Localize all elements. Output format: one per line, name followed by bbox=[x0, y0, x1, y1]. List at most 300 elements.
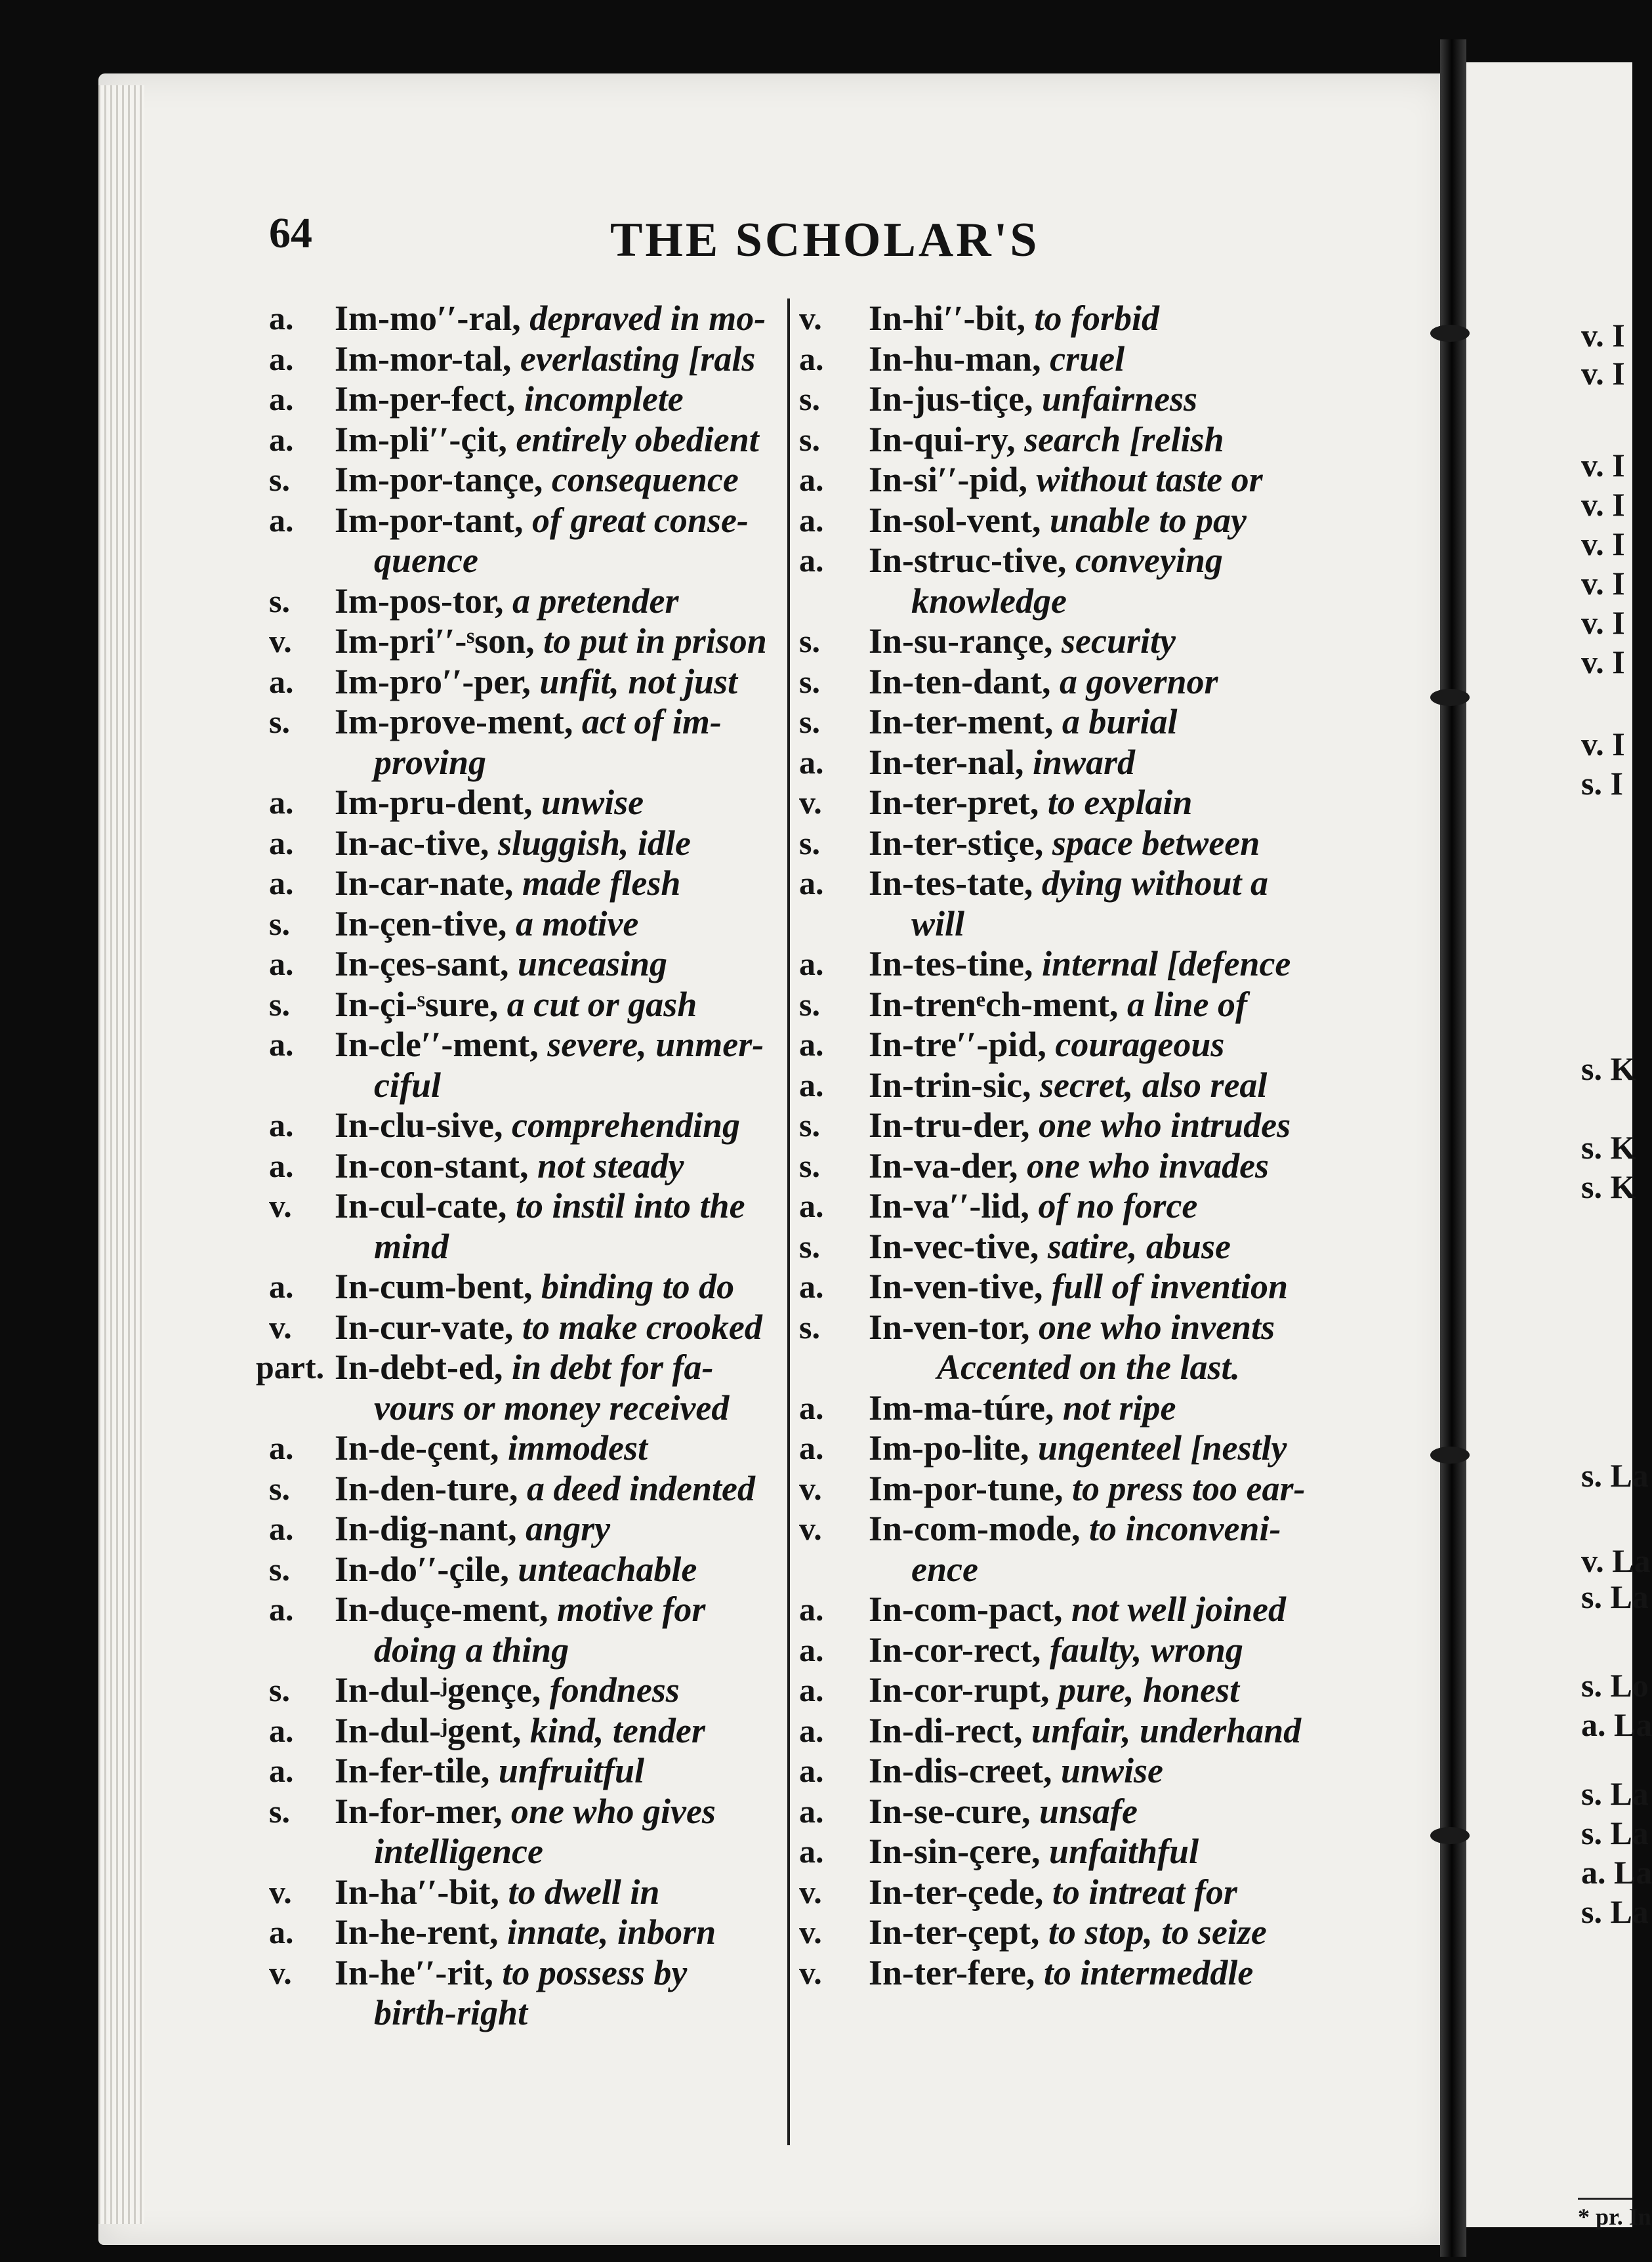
headword: In-di-rect, bbox=[869, 1710, 1031, 1750]
part-of-speech: v. bbox=[269, 1954, 292, 1991]
part-of-speech: a. bbox=[269, 1026, 294, 1063]
dictionary-entry bbox=[790, 420, 1348, 461]
headword: In-de-çent, bbox=[335, 1428, 508, 1468]
dictionary-entry bbox=[790, 1307, 1348, 1348]
headword: In-ven-tor, bbox=[869, 1307, 1039, 1347]
entry-continuation bbox=[269, 541, 787, 581]
part-of-speech: a. bbox=[799, 340, 824, 377]
dictionary-entry bbox=[269, 1469, 787, 1510]
part-of-speech: a. bbox=[269, 824, 294, 861]
facing-fragment: v. I bbox=[1581, 486, 1625, 523]
column-right bbox=[787, 298, 1348, 2145]
part-of-speech: v. bbox=[799, 1873, 822, 1910]
headword: In-cor-rect, bbox=[869, 1630, 1050, 1670]
dictionary-entry bbox=[790, 702, 1348, 743]
part-of-speech: a. bbox=[269, 1268, 294, 1305]
entry-definition: dying without a bbox=[1041, 863, 1269, 903]
part-of-speech: s. bbox=[799, 703, 820, 740]
entry-definition: ciful bbox=[374, 1065, 441, 1105]
part-of-speech: s. bbox=[269, 461, 290, 498]
part-of-speech: a. bbox=[799, 1268, 824, 1305]
entry-continuation bbox=[269, 743, 787, 783]
part-of-speech: a. bbox=[799, 1389, 824, 1426]
entry-definition: courageous bbox=[1055, 1025, 1225, 1064]
facing-fragment: s. K bbox=[1581, 1168, 1636, 1205]
part-of-speech: a. bbox=[799, 1026, 824, 1063]
dictionary-entry bbox=[790, 1186, 1348, 1227]
part-of-speech: v. bbox=[799, 300, 822, 337]
entry-continuation bbox=[790, 1550, 1348, 1590]
part-of-speech: a. bbox=[799, 1591, 824, 1628]
headword: Im-pro′′-per, bbox=[335, 661, 540, 701]
facing-fragment: v. I bbox=[1581, 644, 1625, 680]
entry-definition: unwise bbox=[1060, 1751, 1164, 1790]
dictionary-entry bbox=[790, 1630, 1348, 1671]
entry-definition: a governor bbox=[1060, 661, 1218, 701]
entry-definition: to put in prison bbox=[543, 621, 767, 661]
headword: Im-pri′′-ˢson, bbox=[335, 621, 544, 661]
entry-definition: intelligence bbox=[374, 1832, 543, 1871]
entry-definition: quence bbox=[374, 541, 478, 580]
part-of-speech: v. bbox=[269, 1308, 292, 1346]
part-of-speech: s. bbox=[799, 623, 820, 659]
dictionary-entry bbox=[790, 863, 1348, 904]
dictionary-entry bbox=[790, 944, 1348, 985]
entry-definition: immodest bbox=[507, 1428, 648, 1468]
part-of-speech: a. bbox=[269, 340, 294, 377]
part-of-speech: a. bbox=[269, 1107, 294, 1143]
entry-definition: secret, also real bbox=[1039, 1065, 1268, 1105]
entry-definition: a deed indented bbox=[527, 1468, 755, 1508]
entry-definition: one who gives bbox=[510, 1791, 716, 1831]
dictionary-entry bbox=[790, 1025, 1348, 1065]
headword: Im-ma-túre, bbox=[869, 1388, 1063, 1428]
headword: In-ter-çede, bbox=[869, 1872, 1052, 1912]
binding-clasp bbox=[1430, 1827, 1470, 1844]
dictionary-entry bbox=[790, 460, 1348, 501]
part-of-speech: s. bbox=[799, 380, 820, 417]
part-of-speech: a. bbox=[799, 542, 824, 579]
entry-definition: knowledge bbox=[911, 581, 1067, 621]
headword: In-clu-sive, bbox=[335, 1105, 512, 1145]
headword: Im-pli′′-çit, bbox=[335, 419, 516, 459]
dictionary-entry bbox=[269, 1670, 787, 1711]
facing-page-fragments bbox=[1581, 0, 1652, 2262]
dictionary-entry bbox=[790, 743, 1348, 783]
facing-fragment: v. I bbox=[1581, 604, 1625, 641]
dictionary-entry bbox=[269, 1711, 787, 1752]
headword: In-va′′-lid, bbox=[869, 1186, 1039, 1225]
headword: Im-pru-dent, bbox=[335, 783, 542, 822]
facing-fragment: s. I bbox=[1581, 765, 1623, 802]
dictionary-entry bbox=[269, 1872, 787, 1913]
entry-definition: comprehending bbox=[512, 1105, 741, 1145]
part-of-speech: s. bbox=[269, 1792, 290, 1830]
facing-fragment: s. Lo bbox=[1581, 1667, 1649, 1704]
part-of-speech: a. bbox=[799, 1187, 824, 1224]
headword: In-qui-ry, bbox=[869, 419, 1025, 459]
entry-definition: a line of bbox=[1126, 984, 1247, 1024]
entry-definition: of great conse- bbox=[531, 500, 749, 540]
headword: In-ter-ment, bbox=[869, 702, 1062, 741]
dictionary-entry bbox=[790, 1428, 1348, 1469]
dictionary-entry bbox=[790, 1105, 1348, 1146]
entry-definition: satire, abuse bbox=[1047, 1226, 1231, 1266]
dictionary-entry bbox=[790, 985, 1348, 1025]
headword: In-tru-der, bbox=[869, 1105, 1039, 1145]
part-of-speech: s. bbox=[269, 1550, 290, 1588]
part-of-speech: a. bbox=[799, 461, 824, 498]
entry-definition: to inconveni- bbox=[1088, 1509, 1281, 1548]
entry-definition: mind bbox=[374, 1226, 449, 1266]
dictionary-entry bbox=[790, 1388, 1348, 1429]
headword: In-cul-cate, bbox=[335, 1186, 516, 1225]
dictionary-entry bbox=[790, 1912, 1348, 1953]
part-of-speech: a. bbox=[799, 743, 824, 781]
dictionary-entry bbox=[269, 1509, 787, 1550]
part-of-speech: s. bbox=[799, 421, 820, 458]
dictionary-entry bbox=[269, 420, 787, 461]
dictionary-entry bbox=[269, 702, 787, 743]
entry-definition: a burial bbox=[1062, 702, 1178, 741]
headword: In-trenᵉch-ment, bbox=[869, 984, 1127, 1024]
dictionary-entry bbox=[269, 1550, 787, 1590]
dictionary-entry bbox=[269, 1105, 787, 1146]
part-of-speech: a. bbox=[269, 945, 294, 982]
part-of-speech: a. bbox=[799, 1792, 824, 1830]
part-of-speech: s. bbox=[269, 985, 290, 1023]
binding-clasp bbox=[1430, 689, 1470, 706]
dictionary-entry bbox=[790, 823, 1348, 864]
dictionary-entry bbox=[790, 1065, 1348, 1106]
facing-fragment: v. I bbox=[1581, 355, 1625, 392]
entry-definition: in debt for fa- bbox=[512, 1347, 714, 1387]
entry-definition: depraved in mo- bbox=[529, 298, 766, 338]
entry-definition: ence bbox=[911, 1549, 978, 1589]
part-of-speech: v. bbox=[269, 1187, 292, 1224]
part-of-speech: a. bbox=[799, 945, 824, 982]
headword: In-cor-rupt, bbox=[869, 1670, 1058, 1710]
entry-definition: to intermeddle bbox=[1043, 1952, 1254, 1992]
dictionary-entry bbox=[269, 1751, 787, 1792]
headword: In-for-mer, bbox=[335, 1791, 511, 1831]
entry-definition: to intreat for bbox=[1052, 1872, 1237, 1912]
dictionary-entry bbox=[790, 501, 1348, 541]
dictionary-entry bbox=[269, 1267, 787, 1307]
entry-definition: to stop, to seize bbox=[1048, 1912, 1267, 1952]
dictionary-entry bbox=[790, 1953, 1348, 1994]
dictionary-entry bbox=[269, 783, 787, 823]
dictionary-entry bbox=[790, 1590, 1348, 1630]
headword: In-ha′′-bit, bbox=[335, 1872, 508, 1912]
entry-continuation bbox=[269, 1993, 787, 2034]
part-of-speech: a. bbox=[269, 501, 294, 539]
entry-definition: cruel bbox=[1050, 339, 1125, 379]
headword: In-he-rent, bbox=[335, 1912, 507, 1952]
headword: In-sin-çere, bbox=[869, 1832, 1049, 1871]
part-of-speech: a. bbox=[799, 1752, 824, 1789]
facing-fragment: v. I bbox=[1581, 726, 1625, 762]
part-of-speech: a. bbox=[799, 501, 824, 539]
column-left bbox=[256, 298, 787, 2034]
part-of-speech: s. bbox=[269, 582, 290, 619]
entry-definition: severe, unmer- bbox=[547, 1025, 764, 1064]
entry-definition: unteachable bbox=[518, 1549, 697, 1589]
entry-definition: will bbox=[911, 903, 965, 943]
part-of-speech: a. bbox=[269, 380, 294, 417]
binding-clasp bbox=[1430, 1447, 1470, 1464]
page-edges bbox=[98, 85, 144, 2224]
dictionary-entry bbox=[269, 1307, 787, 1348]
part-of-speech: a. bbox=[269, 1752, 294, 1789]
part-of-speech: s. bbox=[269, 905, 290, 942]
headword: In-dis-creet, bbox=[869, 1751, 1061, 1790]
entry-definition: angry bbox=[526, 1509, 611, 1548]
headword: In-com-pact, bbox=[869, 1590, 1071, 1629]
binding-clasp bbox=[1430, 325, 1470, 342]
headword: In-çes-sant, bbox=[335, 944, 518, 983]
page-header bbox=[269, 209, 1384, 281]
footnote: * pr. In bbox=[1578, 2204, 1651, 2230]
entry-definition: a cut or gash bbox=[506, 984, 697, 1024]
dictionary-entry bbox=[269, 1912, 787, 1953]
entry-definition: proving bbox=[374, 742, 487, 782]
part-of-speech: s. bbox=[799, 1147, 820, 1184]
dictionary-entry bbox=[790, 1146, 1348, 1187]
dictionary-entry bbox=[269, 501, 787, 541]
entry-definition: binding to do bbox=[541, 1267, 735, 1306]
headword: In-con-stant, bbox=[335, 1145, 538, 1185]
entry-definition: act of im- bbox=[581, 702, 722, 741]
part-of-speech: s. bbox=[269, 1672, 290, 1708]
part-of-speech: v. bbox=[799, 1510, 822, 1547]
entry-definition: unfit, not just bbox=[539, 661, 738, 701]
dictionary-entry bbox=[256, 1347, 787, 1388]
headword: In-he′′-rit, bbox=[335, 1952, 503, 1992]
dictionary-entry bbox=[269, 1025, 787, 1065]
dictionary-entry bbox=[790, 1872, 1348, 1913]
entry-definition: unfaithful bbox=[1048, 1832, 1199, 1871]
headword: In-vec-tive, bbox=[869, 1226, 1048, 1266]
entry-continuation bbox=[790, 904, 1348, 945]
dictionary-entry bbox=[269, 1146, 787, 1187]
part-of-speech: a. bbox=[799, 1672, 824, 1708]
facing-fragment: v. I bbox=[1581, 565, 1625, 602]
facing-fragment: v. I bbox=[1581, 447, 1625, 483]
headword: In-ter-fere, bbox=[869, 1952, 1044, 1992]
headword: In-tes-tate, bbox=[869, 863, 1042, 903]
facing-fragment: a. La bbox=[1581, 1706, 1652, 1743]
entry-definition: one who intrudes bbox=[1039, 1105, 1291, 1145]
part-of-speech: a. bbox=[269, 1429, 294, 1466]
dictionary-entry bbox=[269, 944, 787, 985]
entry-definition: unceasing bbox=[518, 944, 668, 983]
dictionary-entry bbox=[269, 904, 787, 945]
headword: In-dig-nant, bbox=[335, 1509, 526, 1548]
entry-definition: motive for bbox=[556, 1590, 706, 1629]
part-of-speech: a. bbox=[269, 1147, 294, 1184]
running-title: THE SCHOLAR'S bbox=[610, 213, 1040, 267]
dictionary-entry bbox=[269, 1186, 787, 1227]
section-heading: Accented on the last. bbox=[937, 1347, 1240, 1387]
entry-definition: one who invades bbox=[1027, 1145, 1270, 1185]
dictionary-entry bbox=[790, 379, 1348, 420]
facing-fragment: s. La bbox=[1581, 1457, 1649, 1494]
part-of-speech: a. bbox=[799, 1429, 824, 1466]
headword: In-hi′′-bit, bbox=[869, 298, 1035, 338]
headword: Im-prove-ment, bbox=[335, 702, 582, 741]
entry-definition: kind, tender bbox=[529, 1710, 705, 1750]
entry-definition: consequence bbox=[551, 460, 739, 499]
headword: In-car-nate, bbox=[335, 863, 522, 903]
entry-definition: made flesh bbox=[522, 863, 681, 903]
entry-definition: not well joined bbox=[1071, 1590, 1286, 1629]
headword: In-tre′′-pid, bbox=[869, 1025, 1056, 1064]
part-of-speech: v. bbox=[269, 1873, 292, 1910]
entry-definition: unsafe bbox=[1039, 1791, 1138, 1831]
facing-fragment: v. La bbox=[1581, 1542, 1651, 1579]
part-of-speech: s. bbox=[799, 1308, 820, 1346]
headword: Im-por-tançe, bbox=[335, 460, 552, 499]
headword: In-ter-nal, bbox=[869, 742, 1033, 782]
part-of-speech: a. bbox=[269, 300, 294, 337]
part-of-speech: s. bbox=[799, 663, 820, 700]
headword: In-dul-ʲgent, bbox=[335, 1710, 530, 1750]
facing-fragment: s. La bbox=[1581, 1775, 1649, 1812]
headword: Im-por-tune, bbox=[869, 1468, 1072, 1508]
part-of-speech: a. bbox=[269, 784, 294, 821]
entry-continuation bbox=[269, 1630, 787, 1671]
part-of-speech: v. bbox=[799, 1954, 822, 1991]
headword: In-do′′-çile, bbox=[335, 1549, 518, 1589]
part-of-speech: part. bbox=[256, 1349, 325, 1386]
entry-definition: internal [defence bbox=[1041, 944, 1291, 983]
entry-definition: ungenteel [nestly bbox=[1037, 1428, 1287, 1468]
dictionary-entry bbox=[790, 1670, 1348, 1711]
headword: In-cle′′-ment, bbox=[335, 1025, 548, 1064]
dictionary-entry bbox=[790, 1792, 1348, 1832]
entry-definition: birth-right bbox=[374, 1993, 528, 2032]
headword: In-ter-stiçe, bbox=[869, 823, 1052, 863]
dictionary-entry bbox=[269, 1590, 787, 1630]
dictionary-entry bbox=[790, 1832, 1348, 1872]
facing-fragment: a. La bbox=[1581, 1854, 1652, 1891]
part-of-speech: a. bbox=[269, 1914, 294, 1950]
entry-definition: search [relish bbox=[1024, 419, 1224, 459]
headword: Im-po-lite, bbox=[869, 1428, 1038, 1468]
headword: Im-mo′′-ral, bbox=[335, 298, 530, 338]
entry-definition: space between bbox=[1052, 823, 1260, 863]
dictionary-entry bbox=[790, 1267, 1348, 1307]
part-of-speech: a. bbox=[269, 663, 294, 700]
facing-fragment: s. K bbox=[1581, 1129, 1636, 1166]
dictionary-entry bbox=[269, 823, 787, 864]
headword: In-cum-bent, bbox=[335, 1267, 542, 1306]
dictionary-entry bbox=[269, 662, 787, 703]
entry-definition: to possess by bbox=[502, 1952, 688, 1992]
dictionary-entry bbox=[790, 1711, 1348, 1752]
dictionary-entry bbox=[790, 298, 1348, 339]
dictionary-entry bbox=[790, 662, 1348, 703]
entry-definition: of no force bbox=[1038, 1186, 1198, 1225]
headword: In-trin-sic, bbox=[869, 1065, 1040, 1105]
entry-definition: unfair, underhand bbox=[1031, 1710, 1302, 1750]
dictionary-entry bbox=[790, 1751, 1348, 1792]
facing-fragment: v. I bbox=[1581, 525, 1625, 562]
dictionary-entry bbox=[269, 1953, 787, 1994]
part-of-speech: a. bbox=[799, 1833, 824, 1870]
headword: In-struc-tive, bbox=[869, 541, 1075, 580]
headword: In-sol-vent, bbox=[869, 500, 1050, 540]
part-of-speech: s. bbox=[799, 1227, 820, 1265]
dictionary-entry bbox=[269, 298, 787, 339]
entry-definition: doing a thing bbox=[374, 1630, 569, 1670]
headword: In-debt-ed, bbox=[335, 1347, 512, 1387]
entry-definition: to instil into the bbox=[515, 1186, 745, 1225]
entry-definition: entirely obedient bbox=[516, 419, 759, 459]
dictionary-entry bbox=[790, 621, 1348, 662]
entry-definition: not ripe bbox=[1062, 1388, 1176, 1428]
headword: In-com-mode, bbox=[869, 1509, 1089, 1548]
headword: In-se-cure, bbox=[869, 1791, 1039, 1831]
entry-definition: not steady bbox=[537, 1145, 684, 1185]
headword: In-duçe-ment, bbox=[335, 1590, 557, 1629]
headword: In-ten-dant, bbox=[869, 661, 1060, 701]
entry-continuation bbox=[790, 581, 1348, 622]
facing-fragment: v. I bbox=[1581, 317, 1625, 354]
part-of-speech: s. bbox=[799, 1107, 820, 1143]
headword: Im-por-tant, bbox=[335, 500, 532, 540]
facing-fragment: s. La bbox=[1581, 1578, 1649, 1615]
part-of-speech: v. bbox=[799, 1914, 822, 1950]
entry-definition: one who invents bbox=[1039, 1307, 1275, 1347]
dictionary-entry bbox=[269, 460, 787, 501]
headword: In-tes-tine, bbox=[869, 944, 1042, 983]
part-of-speech: a. bbox=[269, 421, 294, 458]
entry-definition: conveying bbox=[1075, 541, 1223, 580]
entry-definition: to explain bbox=[1047, 783, 1193, 822]
entry-definition: to forbid bbox=[1034, 298, 1159, 338]
headword: In-si′′-pid, bbox=[869, 460, 1037, 499]
entry-definition: unwise bbox=[541, 783, 644, 822]
dictionary-entry bbox=[790, 1469, 1348, 1510]
facing-fragment: s. K bbox=[1581, 1050, 1636, 1087]
dictionary-entry bbox=[269, 339, 787, 380]
part-of-speech: s. bbox=[269, 703, 290, 740]
entry-definition: fondness bbox=[549, 1670, 680, 1710]
headword: In-dul-ʲgençe, bbox=[335, 1670, 550, 1710]
dictionary-entry bbox=[269, 581, 787, 622]
headword: In-den-ture, bbox=[335, 1468, 527, 1508]
dictionary-entry bbox=[790, 783, 1348, 823]
entry-continuation bbox=[269, 1388, 787, 1429]
entry-definition: to press too ear- bbox=[1071, 1468, 1306, 1508]
entry-definition: full of invention bbox=[1051, 1267, 1289, 1306]
entry-continuation bbox=[269, 1065, 787, 1106]
part-of-speech: a. bbox=[269, 865, 294, 901]
entry-definition: a motive bbox=[515, 903, 639, 943]
part-of-speech: a. bbox=[799, 1066, 824, 1103]
entry-definition: innate, inborn bbox=[507, 1912, 716, 1952]
part-of-speech: a. bbox=[269, 1591, 294, 1628]
entry-definition: unfairness bbox=[1041, 379, 1198, 419]
facing-fragment: s. La bbox=[1581, 1815, 1649, 1851]
page-number: 64 bbox=[269, 209, 312, 257]
dictionary-entry bbox=[790, 1509, 1348, 1550]
part-of-speech: a. bbox=[269, 1712, 294, 1749]
entry-definition: unable to pay bbox=[1050, 500, 1247, 540]
entry-definition: a pretender bbox=[512, 581, 679, 621]
